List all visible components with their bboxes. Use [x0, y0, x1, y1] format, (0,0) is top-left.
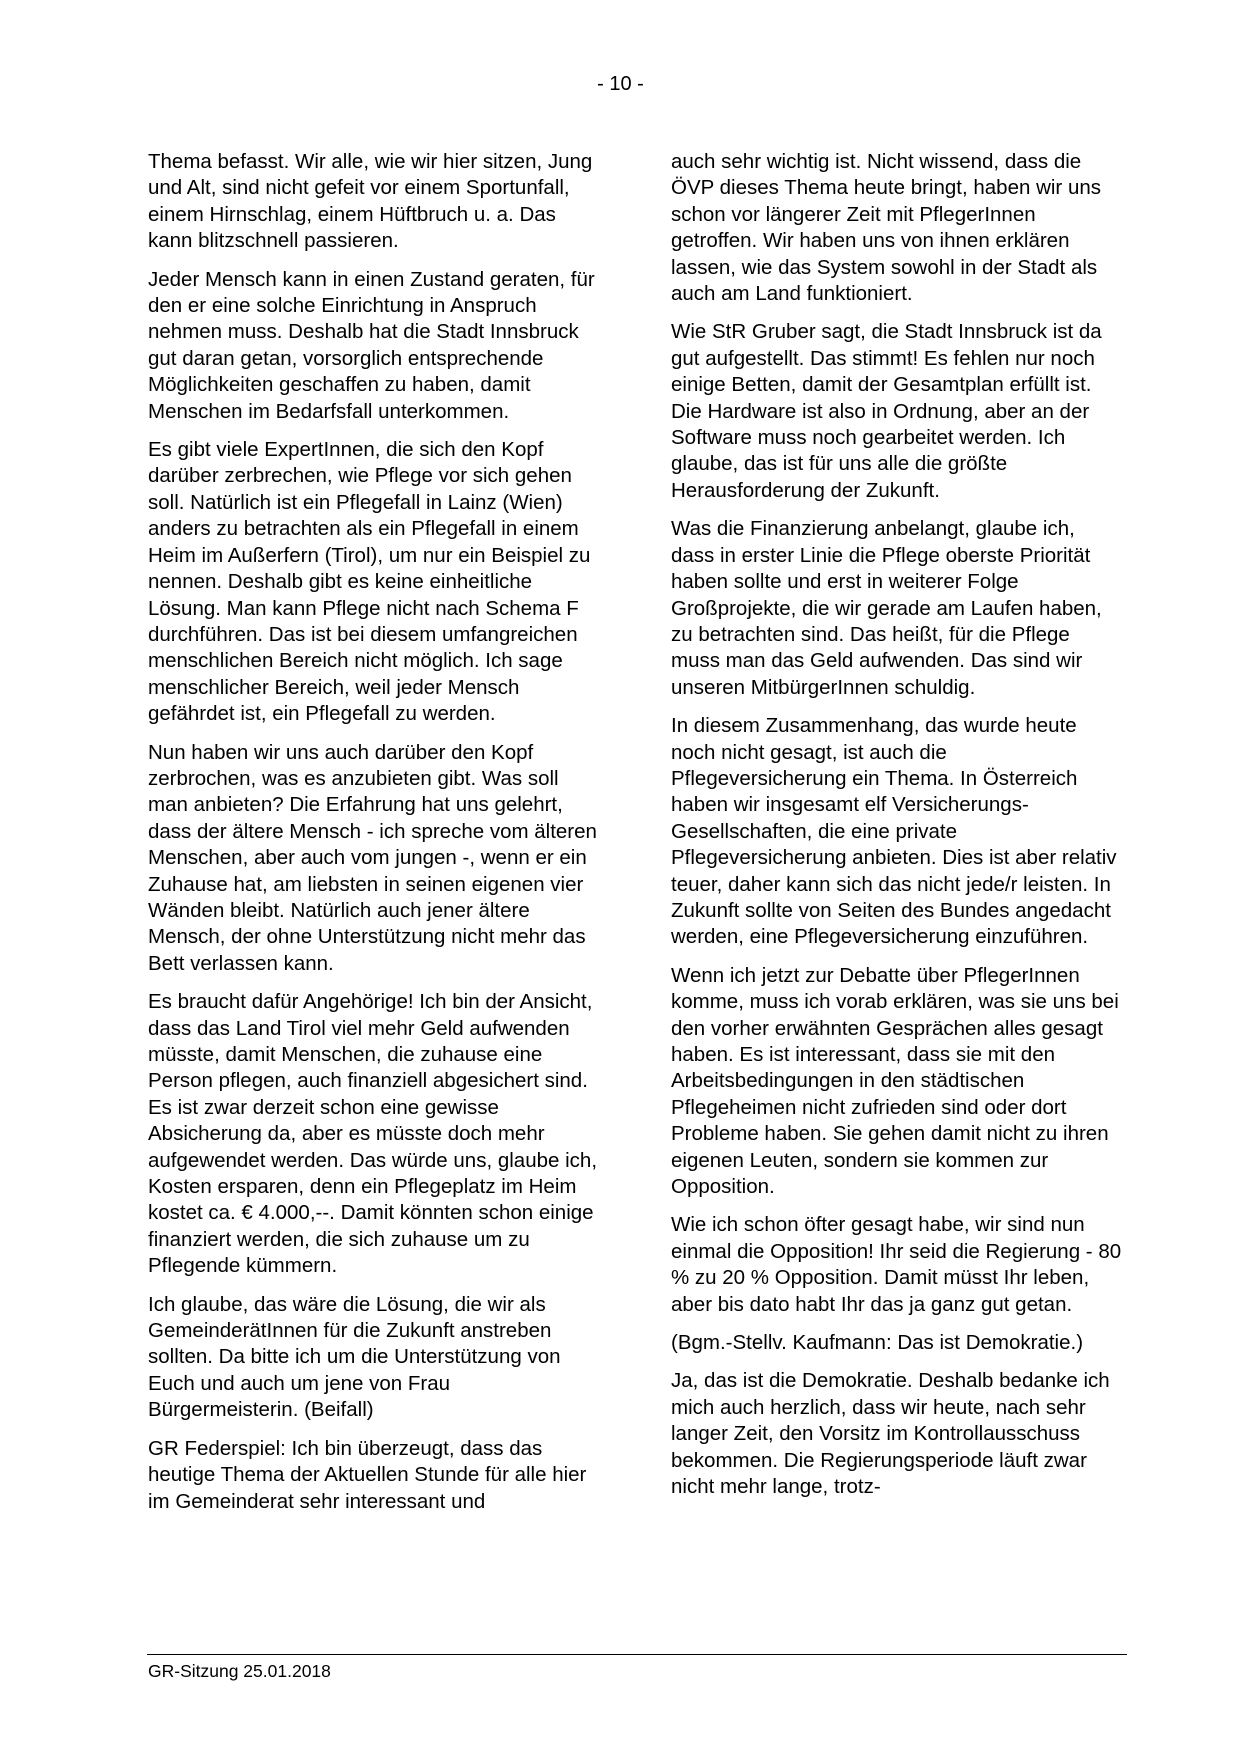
paragraph: Es braucht dafür Angehörige! Ich bin der Ansicht, dass das Land Tirol viel mehr Geld aufwenden müsste, damit Menschen, die zuhause eine Person pflegen, auch finanziell abgesichert sind. Es ist zwar derzeit schon eine gewisse Absicherung da, aber es müsste doch mehr aufgewendet werden. Das würde uns, glaube ich, Kosten ersparen, denn ein Pflegeplatz im Heim kostet ca. € 4.000,--. Damit könnten schon einige finanziert werden, die sich zuhause um zu Pflegende kümmern.	[148, 990, 598, 1278]
footer-session-date: GR-Sitzung 25.01.2018	[148, 1661, 331, 1681]
paragraph: Wie ich schon öfter gesagt habe, wir sind nun einmal die Opposition! Ihr seid die Regierung - 80 % zu 20 % Opposition. Damit müsst Ihr leben, aber bis dato habt Ihr das ja ganz gut getan.	[671, 1213, 1122, 1316]
left-column	[148, 149, 600, 1527]
paragraph: Jeder Mensch kann in einen Zustand geraten, für den er eine solche Einrichtung in Anspruch nehmen muss. Deshalb hat die Stadt Innsbruck gut daran getan, vorsorglich entsprechende Möglichkeiten geschaffen zu haben, damit Menschen im Bedarfsfall unterkommen.	[148, 267, 595, 423]
paragraph: In diesem Zusammenhang, das wurde heute noch nicht gesagt, ist auch die Pflegeversicherung ein Thema. In Österreich haben wir insgesamt elf Versicherungs-Gesellschaften, die eine private Pflegeversicherung anbieten. Dies ist aber relativ teuer, daher kann sich das nicht jede/r leisten. In Zukunft sollte von Seiten des Bundes angedacht werden, eine Pflegeversicherung einzuführen.	[671, 714, 1117, 949]
paragraph: GR Federspiel: Ich bin überzeugt, dass das heutige Thema der Aktuellen Stunde für alle hier im Gemeinderat sehr interessant und	[148, 1436, 587, 1513]
paragraph: Wenn ich jetzt zur Debatte über PflegerInnen komme, muss ich vorab erklären, was sie uns bei den vorher erwähnten Gesprächen alles gesagt haben. Es ist interessant, dass sie mit den Arbeitsbedingungen in den städtischen Pflegeheimen nicht zufrieden sind oder dort Probleme haben. Sie gehen damit nicht zu ihren eigenen Leuten, sondern sie kommen zur Opposition.	[671, 963, 1119, 1199]
paragraph: Wie StR Gruber sagt, die Stadt Innsbruck ist da gut aufgestellt. Das stimmt! Es fehlen nur noch einige Betten, damit der Gesamtplan erfüllt ist. Die Hardware ist also in Ordnung, aber an der Software muss noch gearbeitet werden. Ich glaube, das ist für uns alle die größte Herausforderung der Zukunft.	[671, 320, 1102, 502]
paragraph: (Bgm.-Stellv. Kaufmann: Das ist Demokratie.)	[671, 1331, 1084, 1355]
paragraph: Es gibt viele ExpertInnen, die sich den Kopf darüber zerbrechen, wie Pflege vor sich gehen soll. Natürlich ist ein Pflegefall in Lainz (Wien) anders zu betrachten als ein Pflegefall in einem Heim im Außerfern (Tirol), um nur ein Beispiel zu nennen. Deshalb gibt es keine einheitliche Lösung. Man kann Pflege nicht nach Schema F durchführen. Das ist bei diesem umfangreichen menschlichen Bereich nicht möglich. Ich sage menschlicher Bereich, weil jeder Mensch gefährdet ist, ein Pflegefall zu werden.	[148, 438, 591, 726]
right-column	[671, 149, 1123, 1513]
paragraph: Thema befasst. Wir alle, wie wir hier sitzen, Jung und Alt, sind nicht gefeit vor einem Sportunfall, einem Hirnschlag, einem Hüftbruch u. a. Das kann blitzschnell passieren.	[148, 150, 593, 253]
paragraph: Ich glaube, das wäre die Lösung, die wir als GemeinderätInnen für die Zukunft anstreben sollten. Da bitte ich um die Unterstützung von Euch und auch um jene von Frau Bürgermeisterin. (Beifall)	[148, 1292, 561, 1422]
paragraph: Ja, das ist die Demokratie. Deshalb bedanke ich mich auch herzlich, dass wir heute, nach sehr langer Zeit, den Vorsitz im Kontrollausschuss bekommen. Die Regierungsperiode läuft zwar nicht mehr lange, trotz-	[671, 1369, 1110, 1499]
paragraph: auch sehr wichtig ist. Nicht wissend, dass die ÖVP dieses Thema heute bringt, haben wir uns schon vor längerer Zeit mit PflegerInnen getroffen. Wir haben uns von ihnen erklären lassen, wie das System sowohl in der Stadt als auch am Land funktioniert.	[671, 150, 1101, 306]
page-number: - 10 -	[597, 73, 644, 95]
paragraph: Was die Finanzierung anbelangt, glaube ich, dass in erster Linie die Pflege oberste Priorität haben sollte und erst in weiterer Folge Großprojekte, die wir gerade am Laufen haben, zu betrachten sind. Das heißt, für die Pflege muss man das Geld aufwenden. Das sind wir unseren MitbürgerInnen schuldig.	[671, 517, 1102, 699]
footer-divider	[147, 1654, 1127, 1655]
paragraph: Nun haben wir uns auch darüber den Kopf zerbrochen, was es anzubieten gibt. Was soll man anbieten? Die Erfahrung hat uns gelehrt, dass der ältere Mensch - ich spreche vom älteren Menschen, aber auch vom jungen -, wenn er ein Zuhause hat, am liebsten in seinen eigenen vier Wänden bleibt. Natürlich auch jener ältere Mensch, der ohne Unterstützung nicht mehr das Bett verlassen kann.	[148, 740, 597, 975]
